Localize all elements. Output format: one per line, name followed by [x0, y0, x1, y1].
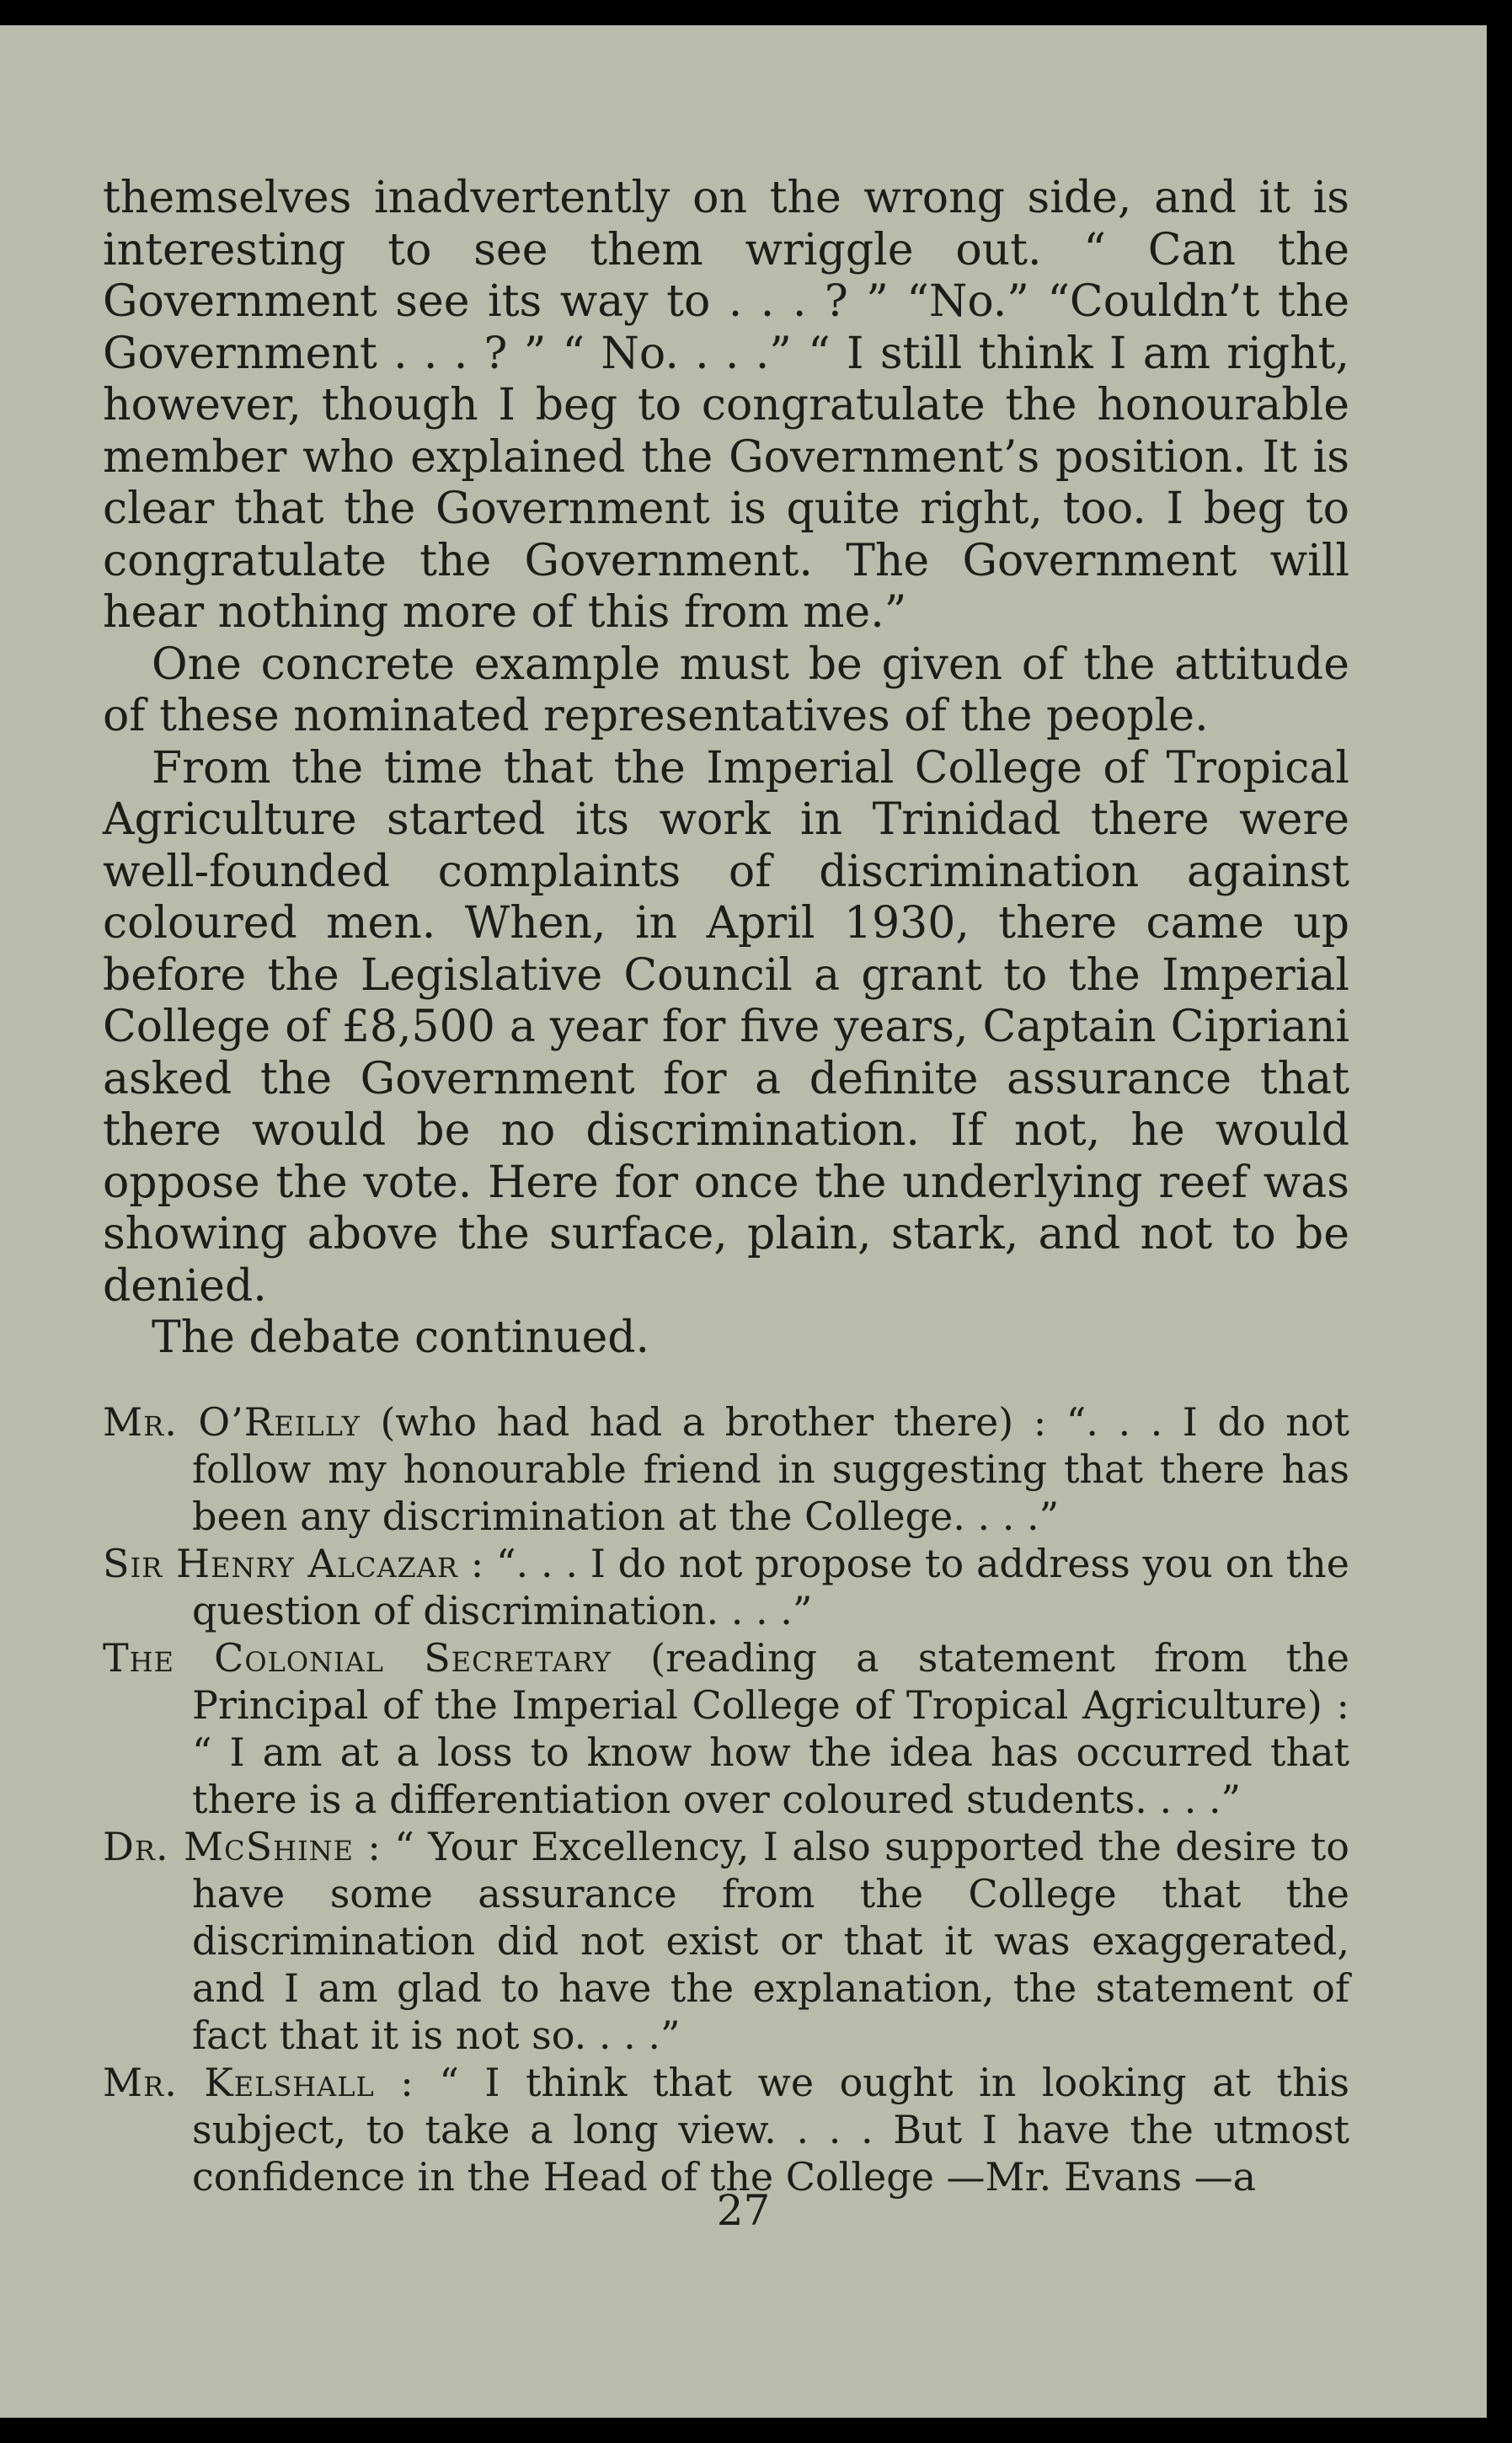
speech-text: (who had had a brother there) : “. . . I do not follow my honourable friend in suggesting that there has been any discrimination at the College. . . .”: [192, 1398, 1349, 1539]
speech-text: : “ Your Excellency, I also supported the desire to have some assurance from the College that the discrimination did not exist or that it was exaggerated, and I am glad to have the explanation, the statement of fact that it is not so. . . .”: [192, 1823, 1349, 2058]
speech-entry: [103, 1823, 1349, 2059]
paragraph-concrete-example: One concrete example must be given of the attitude of these nominated representatives of the people.: [103, 639, 1349, 741]
speaker-name: Sir Henry Alcazar: [103, 1540, 458, 1586]
speech-text: (reading a statement from the Principal of the Imperial College of Tropical Agriculture) : “ I am at a loss to know how the idea has occurred that there is a differentiation over coloured students. . . .”: [192, 1634, 1349, 1822]
paragraph-debate-continued: The debate continued.: [152, 1312, 650, 1363]
paragraph-imperial-college: From the time that the Imperial College of Tropical Agriculture started its work in Trinidad there were well-founded complaints of discrimination against coloured men. When, in April 1930, there came up before the Legislative Council a grant to the Imperial College of £8,500 a year for five years, Captain Cipriani asked the Government for a definite assurance that there would be no discrimination. If not, he would oppose the vote. Here for once the underlying reef was showing above the surface, plain, stark, and not to be denied.: [103, 742, 1349, 1312]
speech-entry: [103, 2059, 1349, 2200]
speech-text: : “. . . I do not propose to address you on the question of discrimination. . . .”: [192, 1540, 1349, 1633]
speech-entry: [103, 1540, 1349, 1634]
page-body: [103, 173, 1349, 2200]
paragraph-continuation: themselves inadvertently on the wrong side, and it is interesting to see them wriggle out. “ Can the Government see its way to . . . ? ” “No.” “Couldn’t the Government . . . ? ” “ No. . . .” “ I still think I am right, however, though I beg to congratulate the honourable member who explained the Government’s position. It is clear that the Government is quite right, too. I beg to congratulate the Government. The Government will hear nothing more of this from me.”: [103, 173, 1349, 638]
speaker-name: Mr. Kelshall: [103, 2059, 375, 2105]
speech-entry: [103, 1634, 1349, 1823]
speaker-name: The Colonial Secretary: [103, 1634, 612, 1681]
page-number: 27: [716, 2186, 771, 2235]
book-page: [0, 25, 1487, 2418]
speaker-name: Dr. McShine: [103, 1823, 354, 1869]
debate-transcript: [103, 1398, 1349, 2200]
speech-entry: [103, 1398, 1349, 1540]
speaker-name: Mr. O’Reilly: [103, 1398, 361, 1445]
speech-text: : “ I think that we ought in looking at this subject, to take a long view. . . . But I have the utmost confidence in the Head of the College —Mr. Evans —a: [192, 2059, 1349, 2200]
